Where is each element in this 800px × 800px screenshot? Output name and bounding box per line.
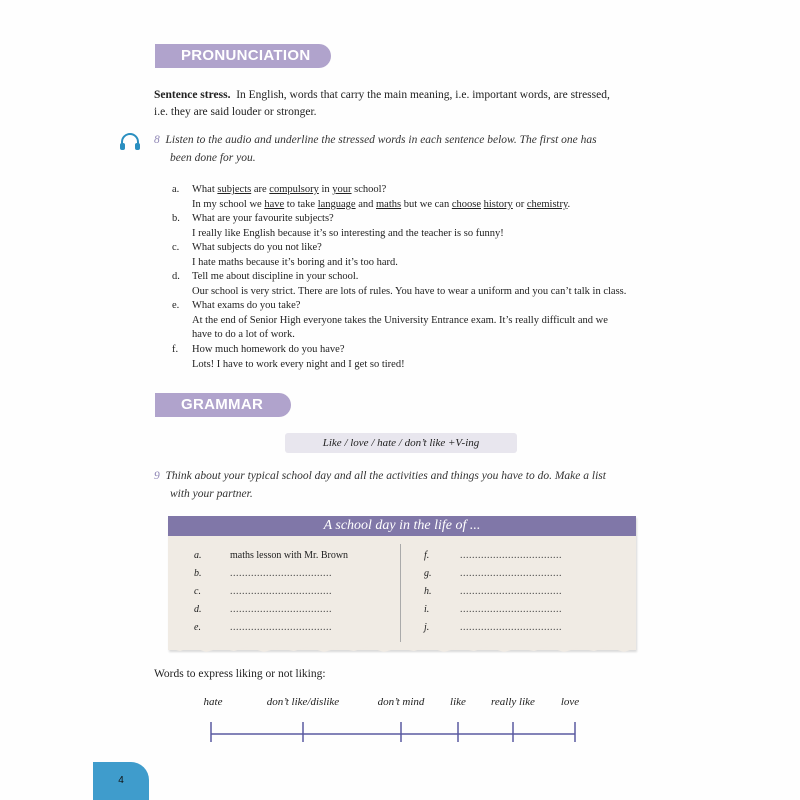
item-e-answer-2: have to do a lot of work.: [192, 329, 295, 340]
note-title: A school day in the life of ...: [168, 516, 636, 536]
item-f-letter: f.: [172, 344, 179, 355]
item-f-answer: Lots! I have to work every night and I get so tired!: [192, 359, 405, 370]
item-b-answer: I really like English because it’s so interesting and the teacher is so funny!: [192, 228, 504, 239]
rule-line-2: i.e. they are said louder or stronger.: [154, 106, 317, 118]
note-right-letter-g: g.: [424, 568, 432, 579]
note-left-blank-e[interactable]: ..................................: [230, 622, 332, 633]
item-e-letter: e.: [172, 300, 180, 311]
note-left-letter-b: b.: [194, 568, 202, 579]
exercise-8-number: 8: [154, 134, 160, 146]
note-right-blank-j[interactable]: ..................................: [460, 622, 562, 633]
item-c-answer: I hate maths because it’s boring and it’s too hard.: [192, 257, 398, 268]
item-d-letter: d.: [172, 271, 180, 282]
note-left-letter-a: a.: [194, 550, 202, 561]
item-b-letter: b.: [172, 213, 180, 224]
item-e-question: What exams do you take?: [192, 300, 301, 311]
exercise-8-items: [0, 183, 800, 373]
words-intro: Words to express liking or not liking:: [154, 668, 326, 680]
item-b-question: What are your favourite subjects?: [192, 213, 334, 224]
grammar-rule-pill: Like / love / hate / don’t like +V-ing: [285, 433, 517, 453]
rule-heading: Sentence stress.: [154, 89, 231, 101]
note-right-blank-g[interactable]: ..................................: [460, 568, 562, 579]
item-a-letter: a.: [172, 184, 180, 195]
item-e-answer-1: At the end of Senior High everyone takes the University Entrance exam. It’s really difficult and we: [192, 315, 608, 326]
note-left-blank-c[interactable]: ..................................: [230, 586, 332, 597]
exercise-9-number: 9: [154, 470, 160, 482]
note-divider: [400, 544, 401, 642]
item-a-question: What subjects are compulsory in your school?: [192, 184, 387, 195]
item-d-answer: Our school is very strict. There are lots of rules. You have to wear a uniform and you can’t talk in class.: [192, 286, 627, 297]
scale-label-dont-mind: don’t mind: [377, 696, 425, 708]
exercise-8-line-2: been done for you.: [170, 152, 256, 164]
exercise-9-line-2: with your partner.: [170, 488, 253, 500]
scale-label-like: like: [450, 696, 466, 708]
page-number: 4: [93, 762, 149, 800]
note-right-blank-i[interactable]: ..................................: [460, 604, 562, 615]
exercise-9-instructions: [154, 467, 654, 503]
grammar-banner: GRAMMAR: [155, 393, 291, 417]
scale-label-hate: hate: [203, 696, 223, 708]
rule-line-1: In English, words that carry the main meaning, i.e. important words, are stressed,: [236, 89, 610, 101]
note-left-letter-e: e.: [194, 622, 201, 633]
exercise-8-line-1: Listen to the audio and underline the stressed words in each sentence below. The first one has: [165, 134, 597, 146]
liking-scale-line: [200, 716, 590, 746]
sentence-stress-rule: [154, 87, 654, 121]
note-left-letter-c: c.: [194, 586, 201, 597]
item-f-question: How much homework do you have?: [192, 344, 345, 355]
note-right-letter-f: f.: [424, 550, 430, 561]
note-right-blank-h[interactable]: ..................................: [460, 586, 562, 597]
note-right-letter-h: h.: [424, 586, 432, 597]
item-c-letter: c.: [172, 242, 180, 253]
note-right-letter-j: j.: [424, 622, 430, 633]
scale-label-dont-like: don’t like/dislike: [266, 696, 340, 708]
note-right-blank-f[interactable]: ..................................: [460, 550, 562, 561]
school-day-note: [168, 516, 636, 650]
item-d-question: Tell me about discipline in your school.: [192, 271, 359, 282]
scale-label-love: love: [560, 696, 580, 708]
note-left-blank-d[interactable]: ..................................: [230, 604, 332, 615]
note-left-letter-d: d.: [194, 604, 202, 615]
pronunciation-banner: PRONUNCIATION: [155, 44, 331, 68]
headphones-icon[interactable]: [118, 131, 142, 153]
note-left-blank-b[interactable]: ..................................: [230, 568, 332, 579]
note-torn-edge: [168, 644, 636, 654]
note-right-letter-i: i.: [424, 604, 430, 615]
exercise-8-instructions: [154, 131, 654, 167]
note-left-entry-a[interactable]: maths lesson with Mr. Brown: [230, 550, 349, 561]
item-a-answer: In my school we have to take language and maths but we can choose history or chemistry.: [192, 199, 571, 210]
exercise-9-line-1: Think about your typical school day and all the activities and things you have to do. Make a list: [165, 470, 606, 482]
item-c-question: What subjects do you not like?: [192, 242, 322, 253]
scale-label-really-like: really like: [491, 696, 535, 708]
